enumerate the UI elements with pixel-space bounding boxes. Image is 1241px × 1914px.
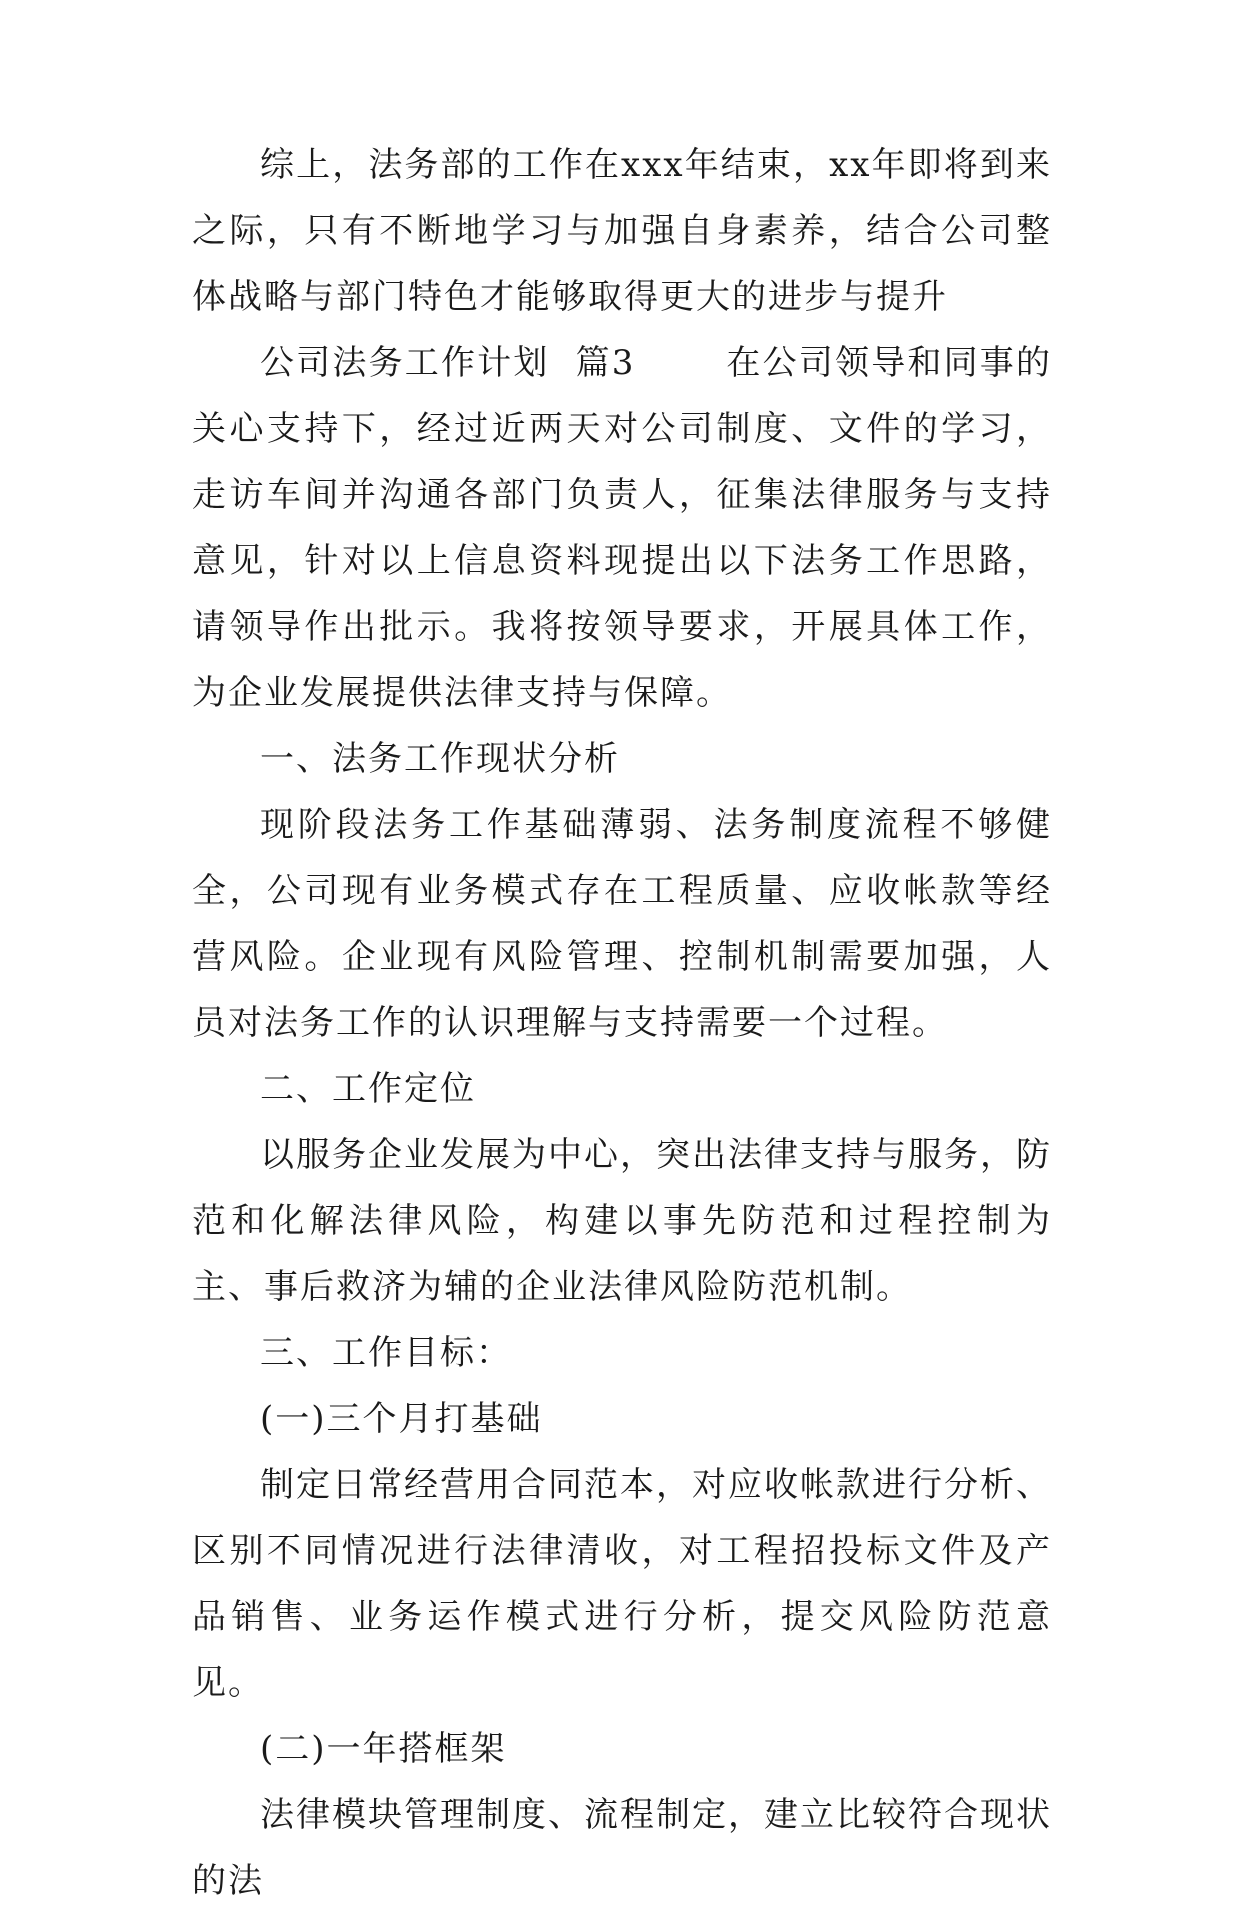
paragraph-summary: 综上，法务部的工作在xxx年结束，xx年即将到来之际，只有不断地学习与加强自身素养，结合公司整体战略与部门特色才能够取得更大的进步与提升 <box>192 145 1052 317</box>
document-body <box>192 132 1052 1914</box>
heading-work-goals: 三、工作目标： <box>260 1333 512 1373</box>
paragraph-work-positioning: 以服务企业发展为中心，突出法律支持与服务，防范和化解法律风险，构建以事先防范和过程控制为主、事后救济为辅的企业法律风险防范机制。 <box>192 1135 1052 1307</box>
heading-status-analysis: 一、法务工作现状分析 <box>260 739 620 779</box>
paragraph-one-year: 法律模块管理制度、流程制定，建立比较符合现状的法 <box>192 1795 1052 1901</box>
paragraph-three-months: 制定日常经营用合同范本，对应收帐款进行分析、区别不同情况进行法律清收，对工程招投标文件及产品销售、业务运作模式进行分析，提交风险防范意见。 <box>192 1465 1052 1703</box>
paragraph-status-analysis: 现阶段法务工作基础薄弱、法务制度流程不够健全，公司现有业务模式存在工程质量、应收帐款等经营风险。企业现有风险管理、控制机制需要加强，人员对法务工作的认识理解与支持需要一个过程。 <box>192 805 1052 1043</box>
subheading-three-months: (一)三个月打基础 <box>260 1399 543 1439</box>
paragraph-plan-intro: 公司法务工作计划 篇3 在公司领导和同事的关心支持下，经过近两天对公司制度、文件的学习，走访车间并沟通各部门负责人，征集法律服务与支持意见，针对以上信息资料现提出以下法务工作思路，请领导作出批示。我将按领导要求，开展具体工作，为企业发展提供法律支持与保障。 <box>192 343 1052 713</box>
subheading-one-year: (二)一年搭框架 <box>260 1729 507 1769</box>
heading-work-positioning: 二、工作定位 <box>260 1069 476 1109</box>
